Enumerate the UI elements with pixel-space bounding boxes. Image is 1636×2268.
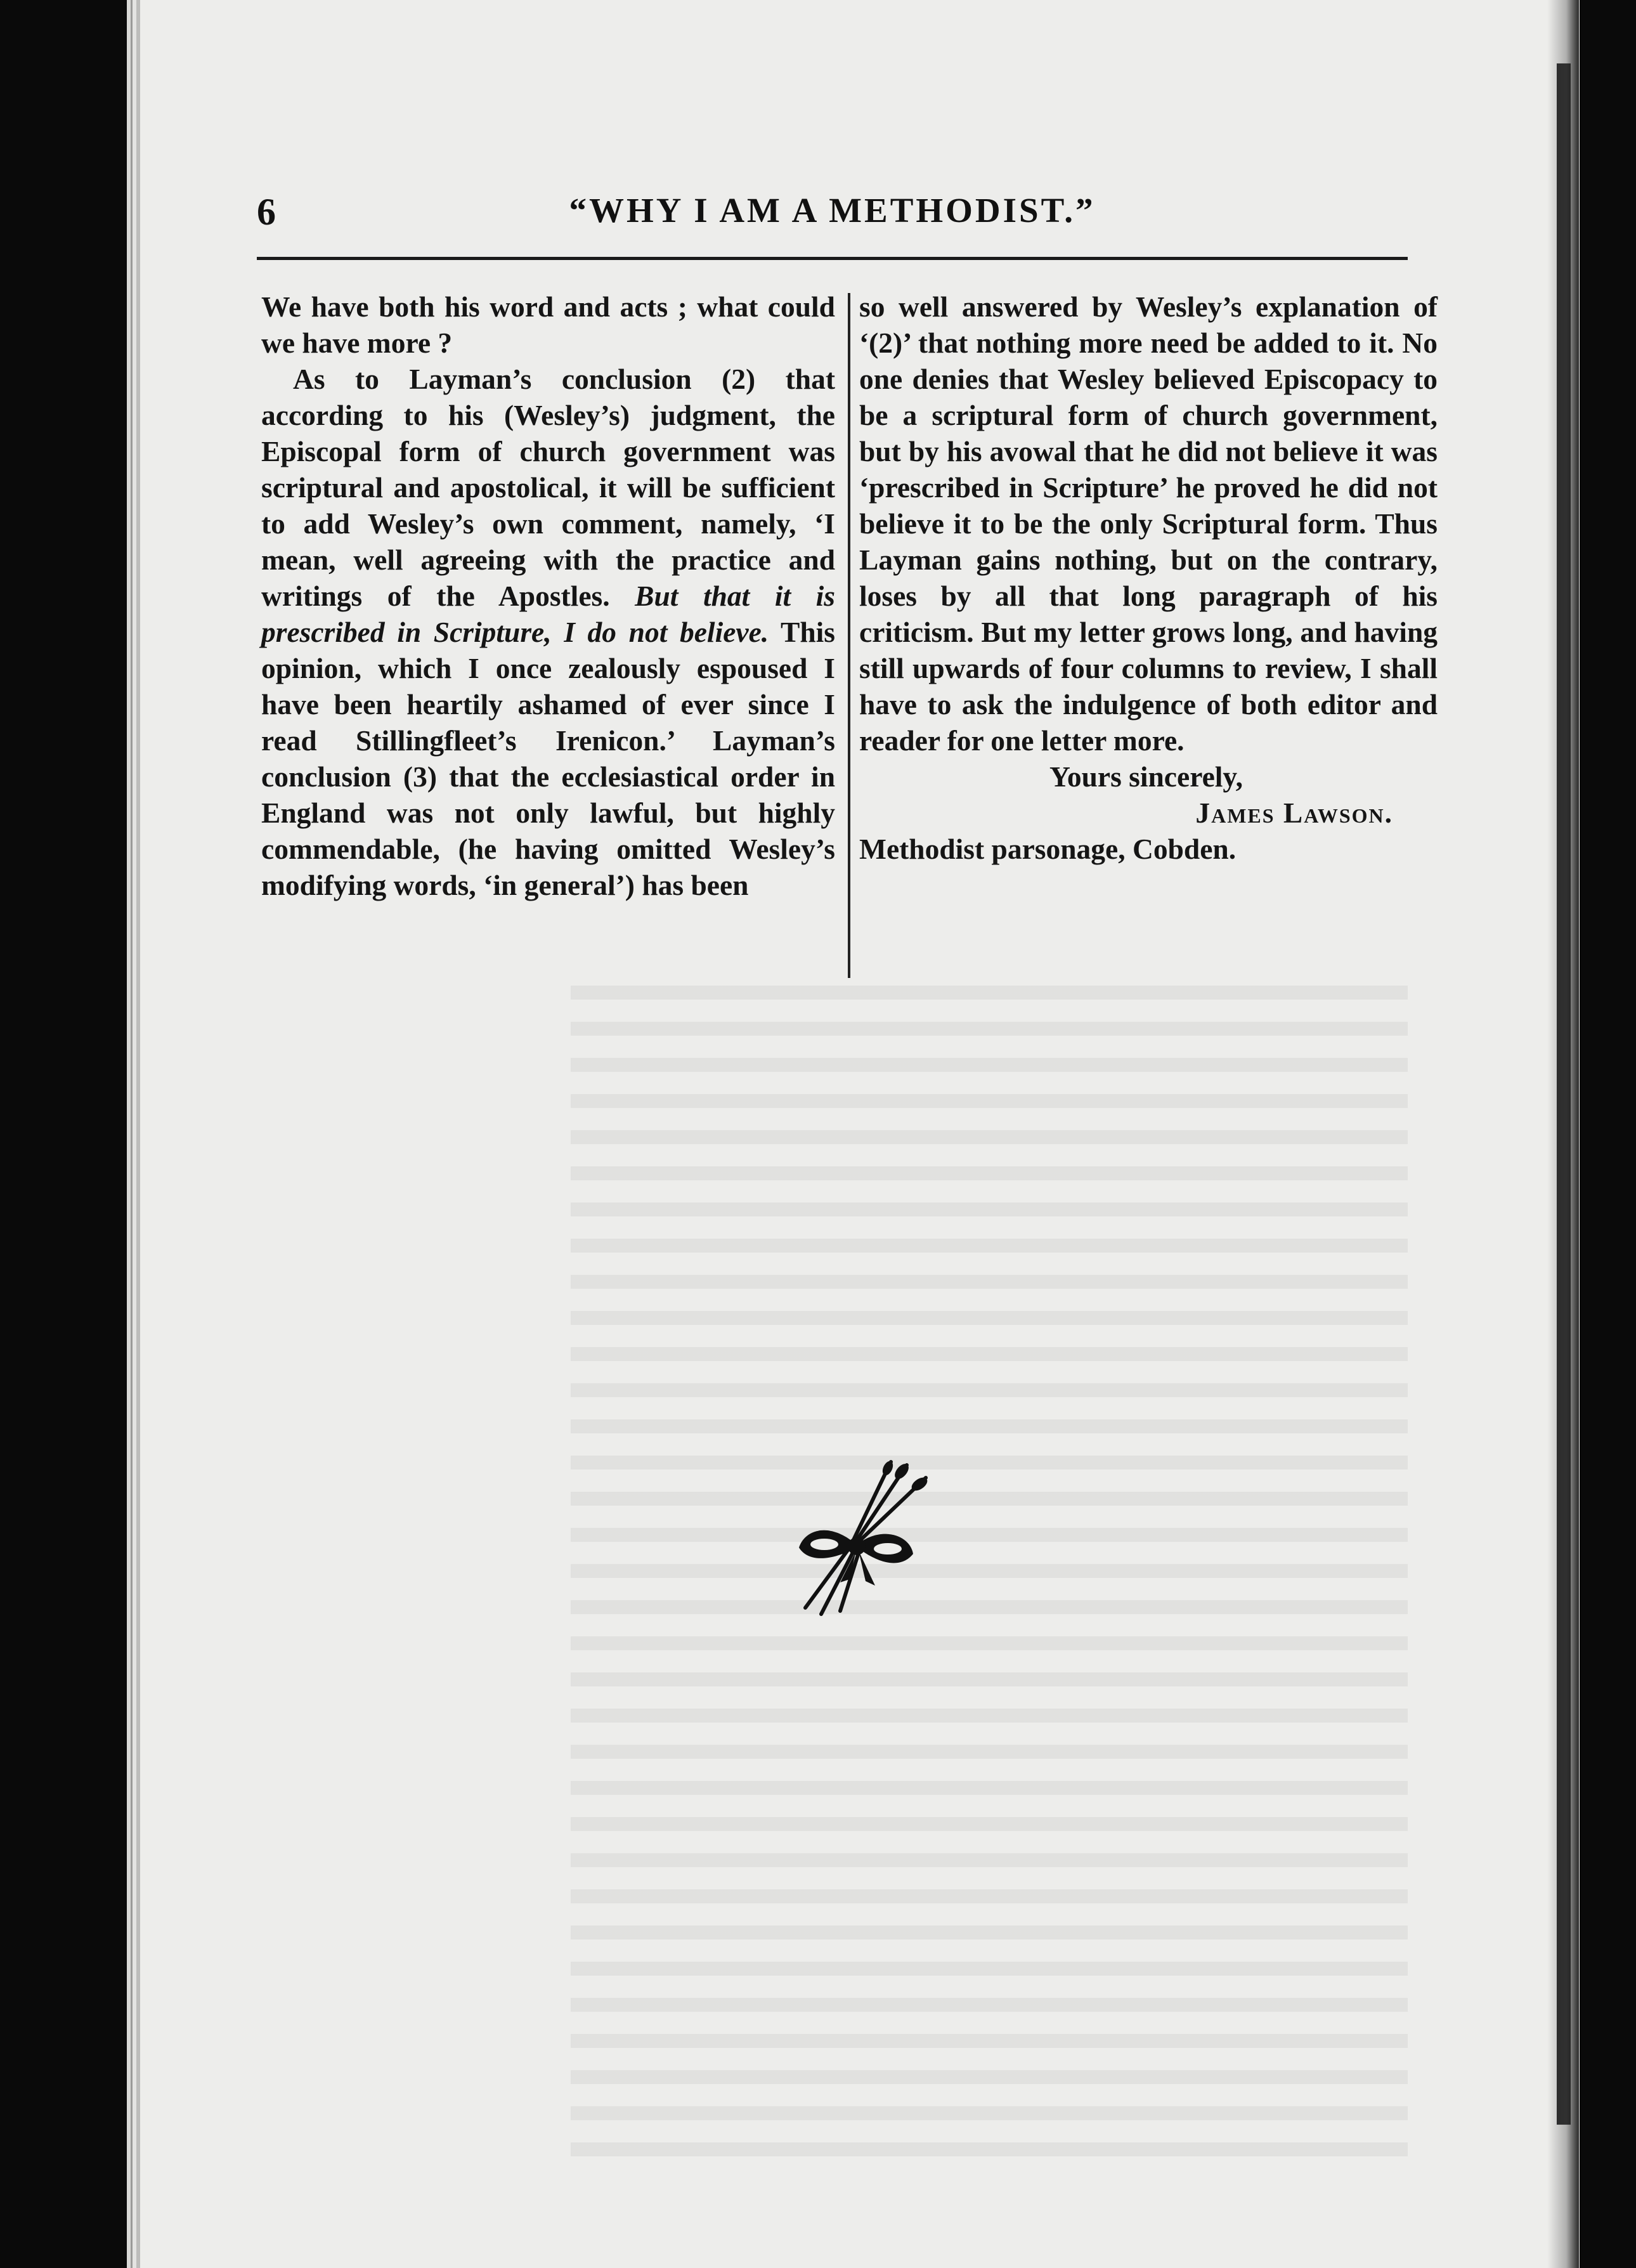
running-title: “WHY I AM A METHODIST.” — [569, 191, 1096, 230]
paragraph: We have both his word and acts ; what could we have more ? — [261, 290, 835, 359]
show-through-texture — [571, 964, 1408, 2156]
page-number: 6 — [257, 191, 276, 233]
column-divider — [848, 293, 850, 978]
header-rule — [257, 257, 1408, 260]
italic-quote: But that it is prescribed in Scripture, I do not believe. — [261, 580, 836, 648]
left-column — [261, 289, 835, 903]
bouquet-ribbon-icon — [761, 1452, 951, 1617]
page-header — [257, 190, 1408, 241]
paragraph-text: This opinion, which I once zealously espoused I have been heartily ashamed of ever since I read Stillingfleet’s Irenicon.’ Layman’s conclusion (3) that the ecclesiastical order in England was not only lawful, but highly commendable, (he having omitted Wesley’s modifying words, ‘in general’) has been — [261, 616, 835, 901]
paragraph: so well answered by Wesley’s explanation of ‘(2)’ that nothing more need be added to it. No one denies that Wesley believed Episcopacy to be a scriptural form of church government, but by his avowal that he did not believe it was ‘prescribed in Scripture’ he proved he did not believe it to be the only Scriptural form. Thus Layman gains nothing, but on the contrary, loses by all that long paragraph of his criticism. But my letter grows long, and having still upwards of four columns to review, I shall have to ask the indulgence of both editor and reader for one letter more. — [859, 290, 1438, 757]
paragraph-text: As to Layman’s conclusion (2) that according to his (Wesley’s) judgment, the Episcopal form of church government was scriptural and apostolical, it will be sufficient to add Wesley’s own comment, namely, ‘I mean, well agreeing with the practice and writings of the Apostles. — [261, 363, 835, 612]
letter-closing: Yours sincerely, — [1049, 760, 1243, 793]
letter-place: Methodist parsonage, Cobden. — [859, 833, 1237, 865]
right-column — [859, 289, 1438, 867]
paragraph — [261, 361, 835, 903]
letter-signature: James Lawson. — [1195, 797, 1393, 829]
spine-shadow — [1547, 0, 1579, 2268]
